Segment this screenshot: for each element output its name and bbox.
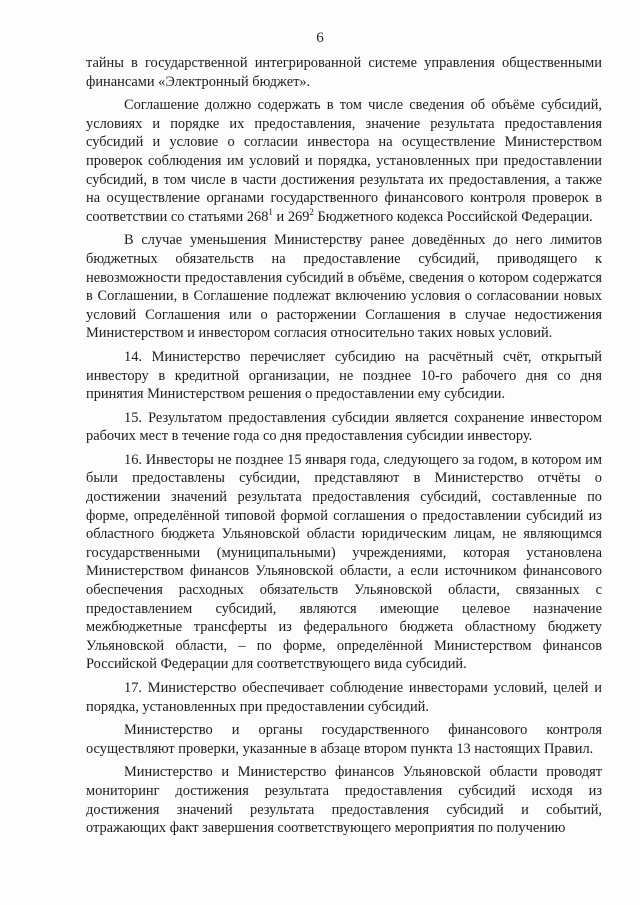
paragraph-text: Соглашение должно содержать в том числе сведения об объёме субсидий, условиях и порядке их предоставления, значение результата предоставления субсидий и условие о согласии инвестора на осуществление Министерством проверок соблюдения им условий и порядка, установленных при предоставлении субсидий, в том числе в части достижения результата их предоставления, а также на осуществление органами государственного финансового контроля проверок в соответствии со статьями 268 xyxy=(86,97,602,225)
paragraph-text: Бюджетного кодекса Российской Федерации. xyxy=(313,208,593,225)
paragraph-inspections: Министерство и органы государственного финансового контроля осуществляют проверки, указанные в абзаце втором пункта 13 настоящих Правил. xyxy=(86,722,602,757)
superscript: 1 xyxy=(268,206,273,217)
paragraph-item-14: 14. Министерство перечисляет субсидию на расчётный счёт, открытый инвестору в кредитной организации, не позднее 10-го рабочего дня со дня принятия Министерством решения о предоставлении ему субсидии. xyxy=(86,348,602,403)
paragraph-limit-reduction: В случае уменьшения Министерству ранее доведённых до него лимитов бюджетных обязательств на предоставление субсидий, приводящего к невозможности предоставления субсидий в объёме, сведения о котором содержатся в Соглашении, в Соглашение подлежат включению условия о согласовании новых условий Соглашения или о расторжении Соглашения в случае недостижения Министерством и инвестором согласия относительно таких новых условий. xyxy=(86,232,602,342)
document-body xyxy=(86,54,602,838)
paragraph-continuation: тайны в государственной интегрированной системе управления общественными финансами «Электронный бюджет». xyxy=(86,55,602,90)
paragraph-item-15: 15. Результатом предоставления субсидии является сохранение инвестором рабочих мест в течение года со дня предоставления субсидии инвестору. xyxy=(86,409,602,445)
paragraph-item-17: 17. Министерство обеспечивает соблюдение инвесторами условий, целей и порядка, установленных при предоставлении субсидий. xyxy=(86,680,602,715)
paragraph-text: и 269 xyxy=(272,208,310,225)
paragraph-item-16: 16. Инвесторы не позднее 15 января года, следующего за годом, в котором им были предоставлены субсидии, представляют в Министерство отчёты о достижении значений результата предоставления субсидий, составленные по форме, определённой типовой формой соглашения о предоставлении субсидий из областного бюджета Ульяновской области юридическим лицам, не являющимся государственными (муниципальными) учреждениями, которая установлена Министерством финансов Ульяновской области, а если источником финансового обеспечения расходных обязательств Ульяновской области, связанных с предоставлением субсидий, являются имеющие целевое назначение межбюджетные трансферты из федерального бюджета областному бюджету Ульяновской области, – по форме, определённой Министерством финансов Российской Федерации для соответствующего вида субсидий. xyxy=(86,451,602,673)
page-number: 6 xyxy=(316,30,324,46)
paragraph-monitoring: Министерство и Министерство финансов Ульяновской области проводят мониторинг достижения результата предоставления субсидий исходя из достижения значений результата предоставления субсидий и событий, отражающих факт завершения соответствующего мероприятия по получению xyxy=(86,764,602,837)
paragraph-agreement-contents xyxy=(86,96,602,226)
superscript: 2 xyxy=(309,206,314,217)
